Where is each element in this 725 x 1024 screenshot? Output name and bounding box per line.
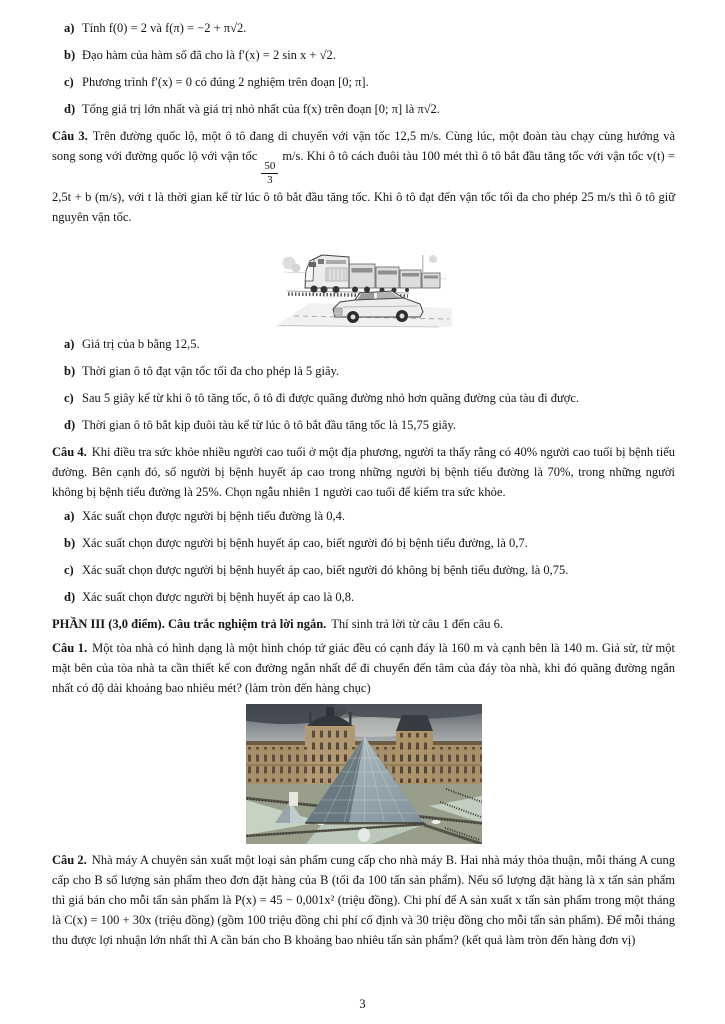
question-1-paragraph [52, 638, 675, 698]
question-3-items [52, 334, 675, 435]
part-3-heading-bold: PHẦN III (3,0 điểm). Câu trắc nghiệm trả lời ngắn. [52, 617, 327, 631]
list-item [52, 72, 675, 92]
item-text: Xác suất chọn được người bị bệnh huyết áp cao, biết người đó bị bệnh tiểu đường, là 0,7. [82, 536, 528, 550]
item-text: Tính f(0) = 2 và f(π) = −2 + π√2. [82, 21, 247, 35]
item-label: b) [64, 536, 76, 550]
item-label: d) [64, 590, 76, 604]
item-text: Sau 5 giây kể từ khi ô tô tăng tốc, ô tô đi được quãng đường nhỏ hơn quãng đường của tàu đi được. [82, 391, 580, 405]
item-label: a) [64, 21, 75, 35]
louvre-figure [52, 704, 675, 844]
question-3-paragraph [52, 126, 675, 227]
question-label: Câu 4. [52, 445, 87, 459]
question-text: Nhà máy A chuyên sản xuất một loại sản phẩm cung cấp cho nhà máy B. Hai nhà máy thỏa thuận, mỗi tháng A cung cấp cho B số lượng sản phẩm theo đơn đặt hàng của B (tối đa 100 tấn sản phẩm). Nếu số lượng đặt hàng là x tấn sản phẩm thì giá bán cho mỗi tấn sản phẩm là P(x) = 45 − 0,001x² (triệu đồng). Chi phí để A sản xuất x tấn sản phẩm trong một tháng là C(x) = 100 + 30x (triệu đồng) (gồm 100 triệu đồng chi phí cố định và 30 triệu đồng cho mỗi tấn sản phẩm). Để mỗi tháng thu được lợi nhuận lớn nhất thì A cần bán cho B khoảng bao nhiêu tấn sản phẩm? (kết quả làm tròn đến hàng đơn vị) [52, 853, 675, 947]
part-3-heading-normal: Thí sinh trả lời từ câu 1 đến câu 6. [331, 617, 503, 631]
item-label: c) [64, 391, 74, 405]
item-text: Giá trị của b bằng 12,5. [82, 337, 200, 351]
item-label: a) [64, 337, 75, 351]
question-text: m/s. Khi ô tô cách đuôi tàu 100 mét thì ô tô bắt đầu tăng tốc với vận tốc v(t) = 2,5t + b (m/s), với t là thời gian kể từ lúc ô tô bắt đầu tăng tốc. Khi ô tô đạt đến vận tốc tối đa cho phép 25 m/s thì ô tô giữ nguyên vận tốc. [52, 149, 675, 224]
list-item [52, 560, 675, 580]
question-label: Câu 3. [52, 129, 88, 143]
item-text: Phương trình f′(x) = 0 có đúng 2 nghiệm trên đoạn [0; π]. [82, 75, 369, 89]
item-text: Thời gian ô tô bắt kịp đuôi tàu kể từ lúc ô tô bắt đầu tăng tốc là 15,75 giây. [82, 418, 456, 432]
item-label: b) [64, 48, 76, 62]
question-4-items [52, 506, 675, 607]
page-number: 3 [359, 997, 366, 1011]
list-item [52, 415, 675, 435]
item-text: Xác suất chọn được người bị bệnh tiểu đường là 0,4. [82, 509, 346, 523]
item-text: Xác suất chọn được người bị bệnh huyết áp cao là 0,8. [82, 590, 355, 604]
statement-items-top [52, 18, 675, 119]
fraction-denominator: 3 [267, 174, 273, 186]
item-label: d) [64, 102, 76, 116]
fraction-numerator: 50 [261, 160, 278, 174]
item-label: a) [64, 509, 75, 523]
list-item [52, 533, 675, 553]
list-item [52, 506, 675, 526]
item-text: Đạo hàm của hàm số đã cho là f′(x) = 2 sin x + √2. [82, 48, 336, 62]
item-text: Tổng giá trị lớn nhất và giá trị nhỏ nhất của f(x) trên đoạn [0; π] là π√2. [82, 102, 440, 116]
question-text: Trên đường quốc lộ, một ô tô đang di chuyển với vận tốc 12,5 m/s. Cùng lúc, một đoàn tàu chạy cùng hướng và song song với đường quốc lộ với vận tốc [52, 129, 675, 163]
list-item [52, 99, 675, 119]
question-text: Một tòa nhà có hình dạng là một hình chóp tứ giác đều có cạnh đáy là 160 m và cạnh bên là 140 m. Giả sử, từ một mặt bên của tòa nhà ta cần thiết kế con đường ngắn nhất để đi chuyển đến tâm của đáy tòa nhà, khi đó quãng đường ngắn nhất có độ dài khoảng bao nhiêu mét? (làm tròn đến hàng chục) [52, 641, 675, 695]
fraction-50-over-3 [261, 160, 278, 187]
question-label: Câu 2. [52, 853, 87, 867]
list-item [52, 45, 675, 65]
question-4-paragraph [52, 442, 675, 502]
item-label: c) [64, 75, 74, 89]
item-text: Xác suất chọn được người bị bệnh huyết áp cao, biết người đó không bị bệnh tiểu đường, là 0,75. [82, 563, 569, 577]
question-text: Khi điều tra sức khỏe nhiều người cao tuổi ở một địa phương, người ta thấy rằng có 40% người cao tuổi bị bệnh tiểu đường. Bên cạnh đó, số người bị bệnh huyết áp cao trong những người bị bệnh tiểu đường là 70%, trong những người không bị bệnh tiểu đường là 25%. Chọn ngẫu nhiên 1 người cao tuổi để kiểm tra sức khỏe. [52, 445, 675, 499]
item-text: Thời gian ô tô đạt vận tốc tối đa cho phép là 5 giây. [82, 364, 340, 378]
list-item [52, 18, 675, 38]
train-and-car-illustration [274, 233, 454, 328]
list-item [52, 587, 675, 607]
item-label: d) [64, 418, 76, 432]
list-item [52, 388, 675, 408]
louvre-pyramid-photo [246, 704, 482, 844]
train-figure [52, 233, 675, 328]
part-3-heading [52, 614, 675, 634]
list-item [52, 334, 675, 354]
item-label: b) [64, 364, 76, 378]
item-label: c) [64, 563, 74, 577]
question-label: Câu 1. [52, 641, 88, 655]
list-item [52, 361, 675, 381]
question-2-paragraph [52, 850, 675, 950]
